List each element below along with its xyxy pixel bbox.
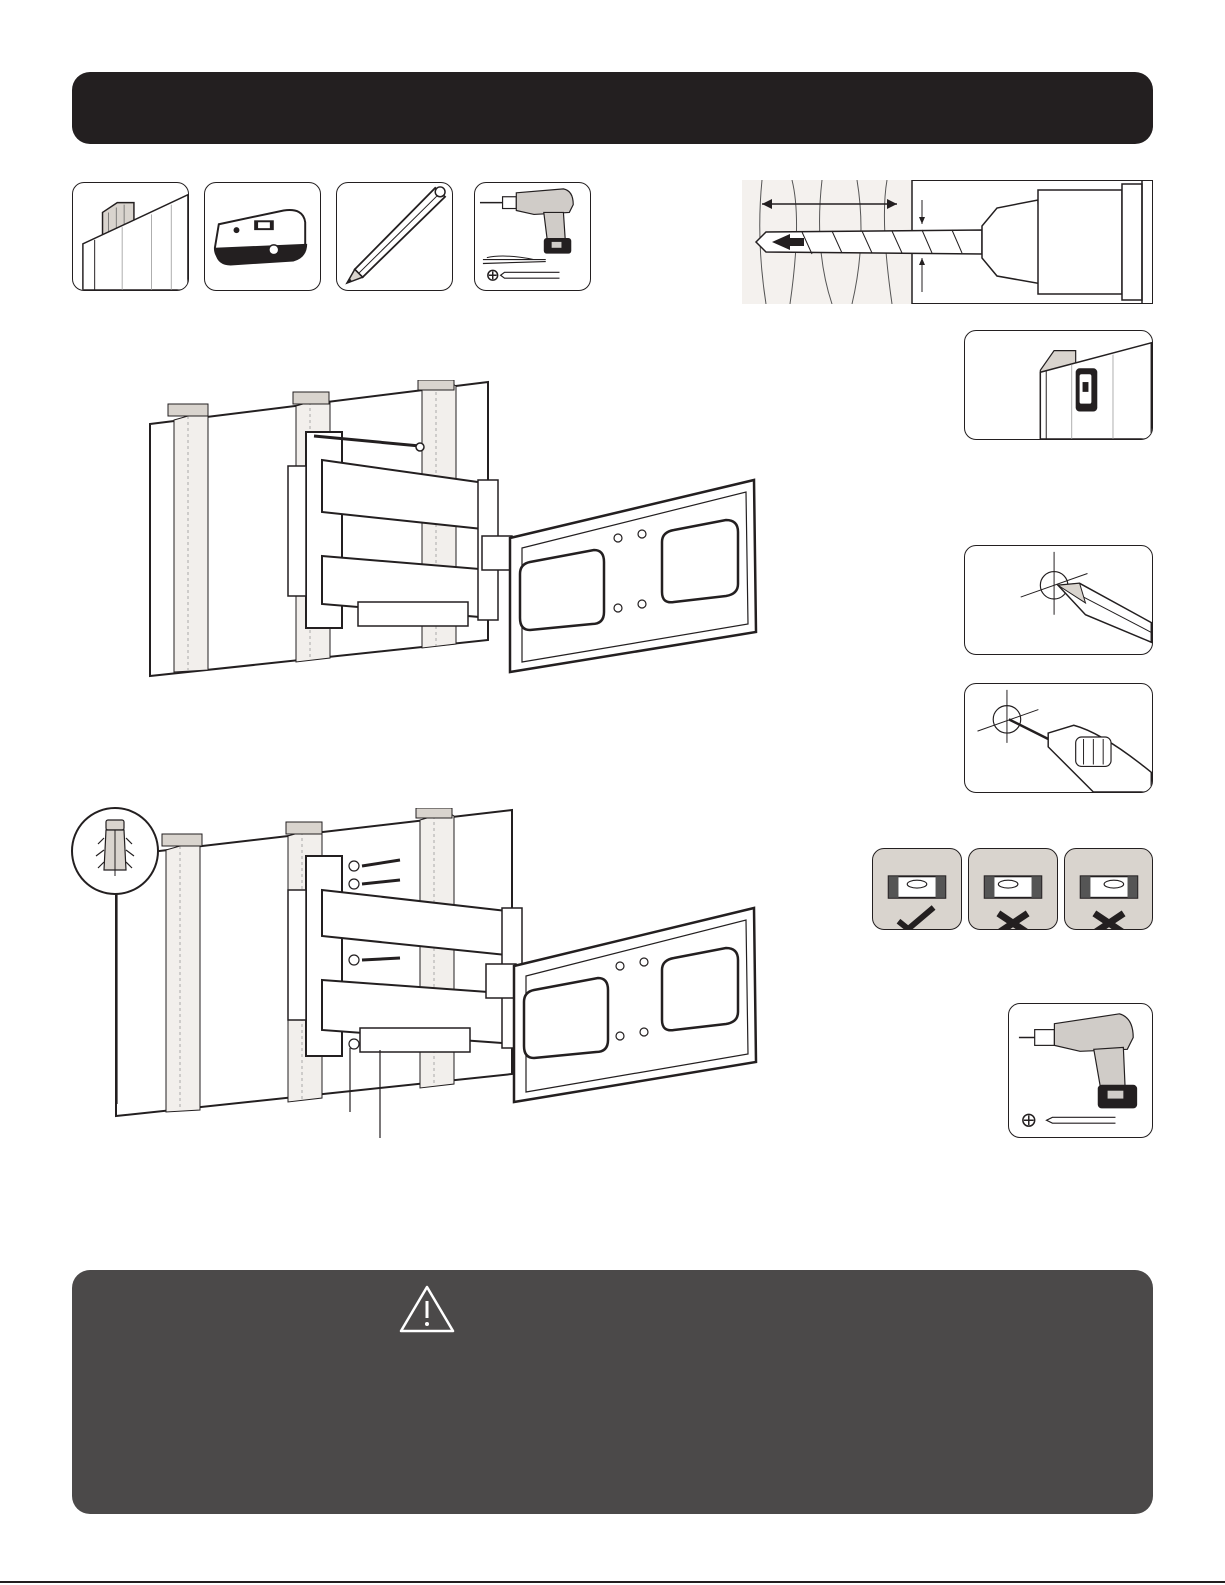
stud-finder-on-wall-panel (964, 330, 1153, 440)
pencil-icon (337, 183, 452, 290)
level-wrong-panel-2 (1064, 848, 1153, 930)
cross-icon (998, 913, 1027, 929)
stud-finder-icon (205, 183, 320, 290)
tool-panel-stud-finder (204, 182, 321, 291)
wall-mount-illustration-1 (148, 380, 768, 680)
wall-mount-illustration-2 (110, 808, 770, 1148)
wall-anchor-callout (70, 806, 160, 896)
drill-depth-illustration (742, 180, 1153, 304)
caution-box (72, 1270, 1153, 1514)
tool-panel-pencil (336, 182, 453, 291)
pencil-mark-panel (964, 545, 1153, 655)
tool-panel-wood-stud (72, 182, 189, 291)
tool-panel-drill (474, 182, 591, 291)
bottom-rule (0, 1581, 1225, 1583)
drill-icon (475, 183, 590, 290)
warning-triangle-icon (398, 1284, 456, 1334)
check-icon (898, 908, 933, 929)
cross-icon (1094, 913, 1123, 929)
level-wrong-panel-1 (968, 848, 1058, 930)
drill-screw-panel (1008, 1003, 1153, 1138)
level-correct-panel (872, 848, 962, 930)
callout-leader-line (116, 894, 118, 1104)
drill-hole-panel (964, 683, 1153, 793)
wood-stud-icon (73, 183, 188, 290)
header-bar (72, 72, 1153, 144)
